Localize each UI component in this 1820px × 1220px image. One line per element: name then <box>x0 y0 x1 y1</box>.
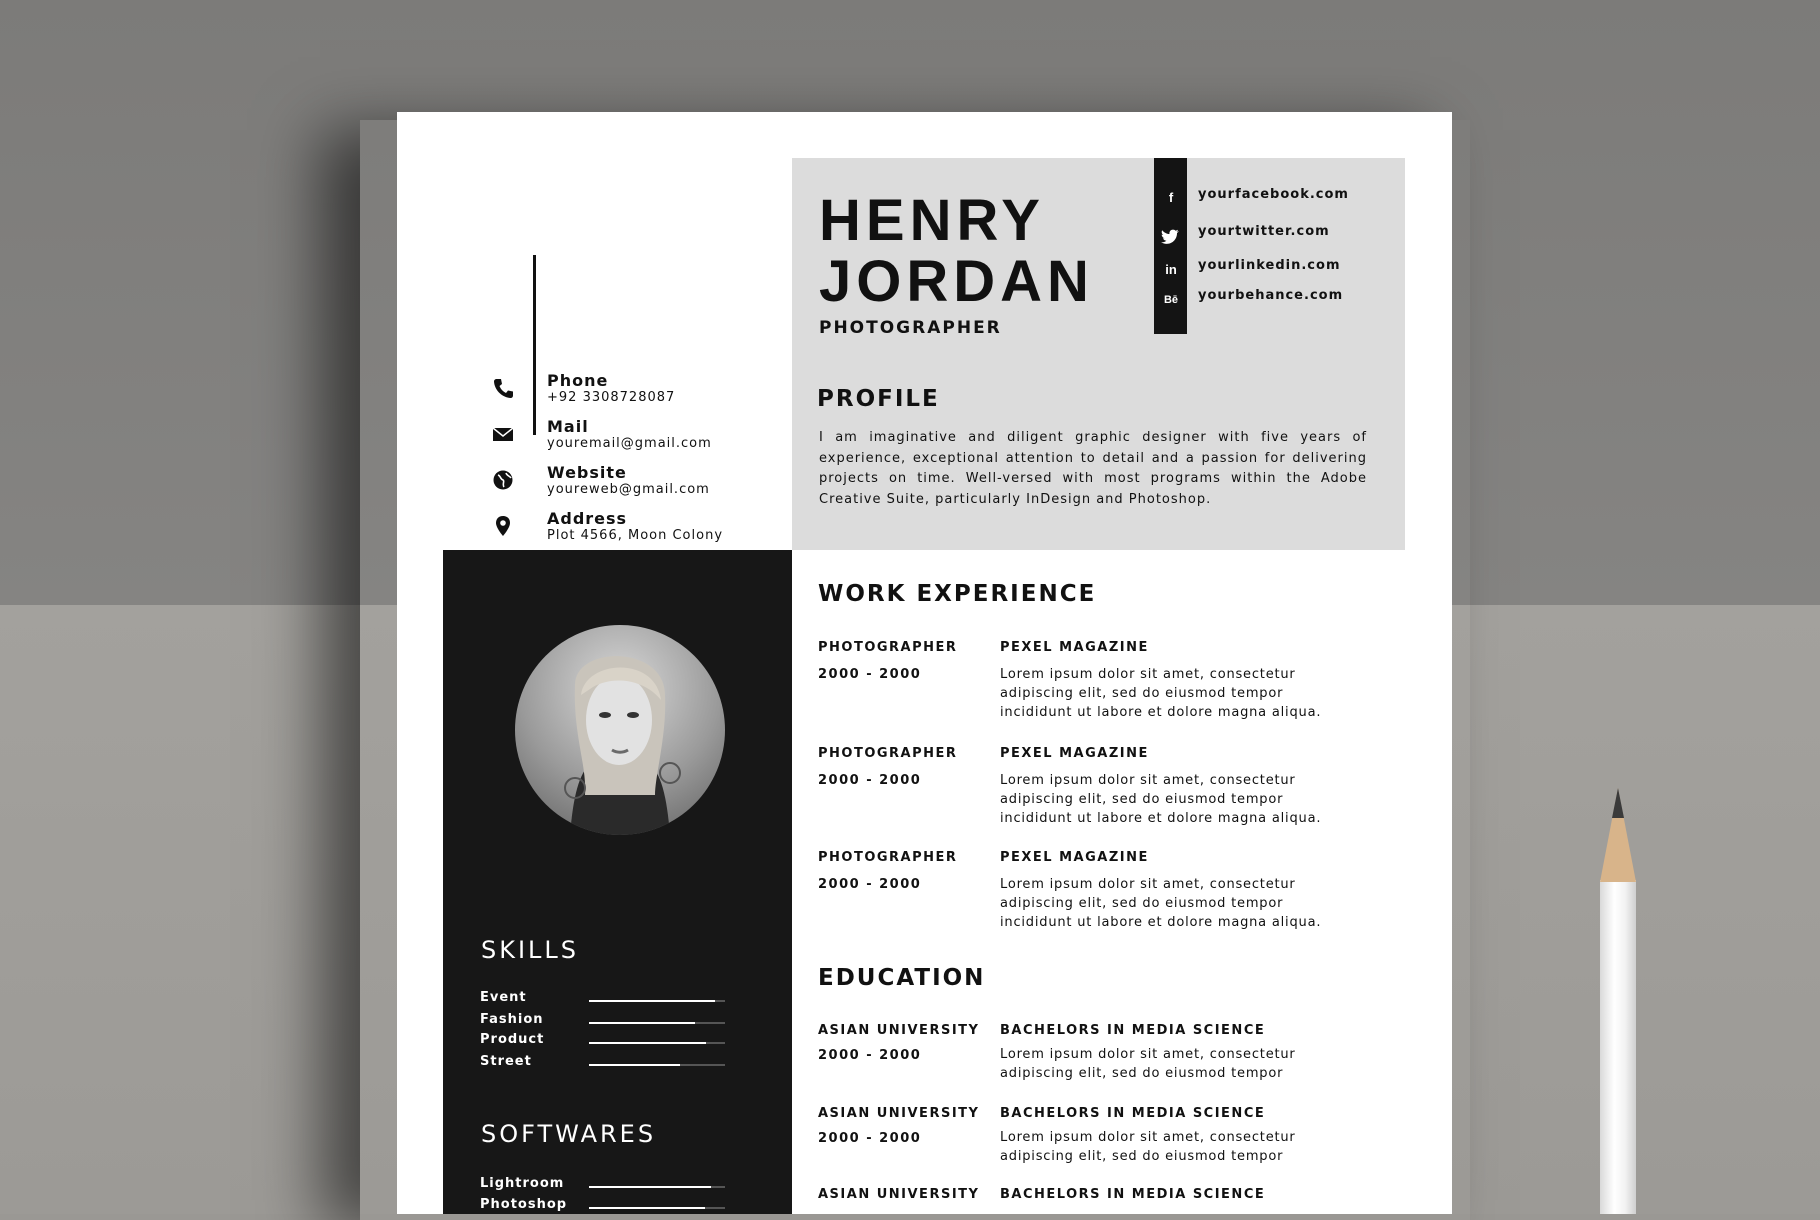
social-behance <box>1154 289 1187 311</box>
last-name: JORDAN <box>819 249 1094 314</box>
work-description: Lorem ipsum dolor sit amet, consectetur adipiscing elit, sed do eiusmod tempor incididunt ut labore et dolore magna aliqua. <box>1000 667 1322 720</box>
softwares-heading: SOFTWARES <box>481 1120 657 1148</box>
work-description: Lorem ipsum dolor sit amet, consectetur adipiscing elit, sed do eiusmod tempor incididunt ut labore et dolore magna aliqua. <box>1000 877 1322 930</box>
facebook-icon: f <box>1168 190 1174 205</box>
social-bar <box>1154 158 1187 334</box>
contact-label: Address <box>547 509 628 528</box>
contact-mail <box>492 417 782 463</box>
profile-text: I am imaginative and diligent graphic designer with five years of experience, exceptional attention to detail and a passion for delivering projects on time. Well-versed with most programs within the Adobe Creative Suite, particularly InDesign and Photoshop. <box>819 430 1367 507</box>
work-date: 2000 - 2000 <box>818 667 922 682</box>
education-degree: BACHELORS IN MEDIA SCIENCE <box>1000 1023 1266 1038</box>
education-date: 2000 - 2000 <box>818 1131 922 1146</box>
skill-row <box>480 990 740 1010</box>
software-row <box>480 1176 740 1196</box>
education-degree: BACHELORS IN MEDIA SCIENCE <box>1000 1187 1266 1202</box>
work-date: 2000 - 2000 <box>818 773 922 788</box>
education-school: ASIAN UNIVERSITY <box>818 1106 980 1121</box>
software-name: Lightroom <box>480 1176 565 1191</box>
pencil <box>1600 880 1636 1214</box>
facebook-link[interactable]: yourfacebook.com <box>1198 187 1349 202</box>
candidate-name <box>819 190 1094 312</box>
skill-bar <box>589 1000 725 1002</box>
phone-icon <box>492 377 514 399</box>
skill-bar-fill <box>589 1064 680 1066</box>
education-school: ASIAN UNIVERSITY <box>818 1023 980 1038</box>
work-date: 2000 - 2000 <box>818 877 922 892</box>
first-name: HENRY <box>819 188 1045 253</box>
software-bar-fill <box>589 1207 705 1209</box>
contact-label: Phone <box>547 371 609 390</box>
skill-name: Event <box>480 990 527 1005</box>
education-description: Lorem ipsum dolor sit amet, consectetur adipiscing elit, sed do eiusmod tempor <box>1000 1047 1296 1081</box>
work-role: PHOTOGRAPHER <box>818 746 958 761</box>
contact-address <box>492 509 782 555</box>
linkedin-link[interactable]: yourlinkedin.com <box>1198 258 1341 273</box>
work-role: PHOTOGRAPHER <box>818 640 958 655</box>
skill-bar-fill <box>589 1022 695 1024</box>
resume-page <box>397 112 1452 1214</box>
skill-name: Street <box>480 1054 532 1069</box>
linkedin-icon: in <box>1165 262 1177 277</box>
skills-heading: SKILLS <box>481 936 580 964</box>
contact-website <box>492 463 782 509</box>
skill-bar-fill <box>589 1000 715 1002</box>
work-company: PEXEL MAGAZINE <box>1000 746 1149 761</box>
software-bar <box>589 1207 725 1209</box>
sidebar <box>443 550 792 1214</box>
header-panel <box>792 158 1405 550</box>
software-name: Photoshop <box>480 1197 568 1212</box>
contact-value: +92 3308728087 <box>547 390 676 405</box>
skill-name: Fashion <box>480 1012 544 1027</box>
job-title: PHOTOGRAPHER <box>819 318 1002 338</box>
contact-value: youreweb@gmail.com <box>547 482 710 497</box>
education-school: ASIAN UNIVERSITY <box>818 1187 980 1202</box>
skill-bar <box>589 1022 725 1024</box>
skill-bar-fill <box>589 1042 706 1044</box>
work-company: PEXEL MAGAZINE <box>1000 850 1149 865</box>
social-facebook <box>1154 187 1187 209</box>
contact-label: Mail <box>547 417 589 436</box>
globe-icon <box>492 469 514 491</box>
social-linkedin <box>1154 259 1187 281</box>
twitter-link[interactable]: yourtwitter.com <box>1198 224 1330 239</box>
mail-icon <box>492 423 514 445</box>
skill-bar <box>589 1064 725 1066</box>
contact-phone <box>492 371 782 417</box>
education-description: Lorem ipsum dolor sit amet, consectetur adipiscing elit, sed do eiusmod tempor <box>1000 1130 1296 1164</box>
skill-row <box>480 1032 740 1052</box>
work-company: PEXEL MAGAZINE <box>1000 640 1149 655</box>
skill-row <box>480 1012 740 1032</box>
work-heading: WORK EXPERIENCE <box>818 581 1097 607</box>
software-bar-fill <box>589 1186 711 1188</box>
skill-row <box>480 1054 740 1074</box>
education-heading: EDUCATION <box>818 965 986 991</box>
behance-icon: Bē <box>1163 294 1179 306</box>
contact-label: Website <box>547 463 627 482</box>
contact-value: youremail@gmail.com <box>547 436 712 451</box>
work-role: PHOTOGRAPHER <box>818 850 958 865</box>
social-twitter <box>1154 225 1187 247</box>
contact-value: Plot 4566, Moon Colony <box>547 528 724 543</box>
software-bar <box>589 1186 725 1188</box>
education-date: 2000 - 2000 <box>818 1048 922 1063</box>
education-degree: BACHELORS IN MEDIA SCIENCE <box>1000 1106 1266 1121</box>
skill-bar <box>589 1042 725 1044</box>
skill-name: Product <box>480 1032 545 1047</box>
pencil-tip <box>1598 788 1638 882</box>
software-row <box>480 1197 740 1214</box>
location-pin-icon <box>492 515 514 537</box>
profile-heading: PROFILE <box>817 386 940 412</box>
work-description: Lorem ipsum dolor sit amet, consectetur adipiscing elit, sed do eiusmod tempor incididunt ut labore et dolore magna aliqua. <box>1000 773 1322 826</box>
behance-link[interactable]: yourbehance.com <box>1198 288 1344 303</box>
profile-photo <box>515 625 725 835</box>
twitter-icon <box>1161 226 1181 246</box>
